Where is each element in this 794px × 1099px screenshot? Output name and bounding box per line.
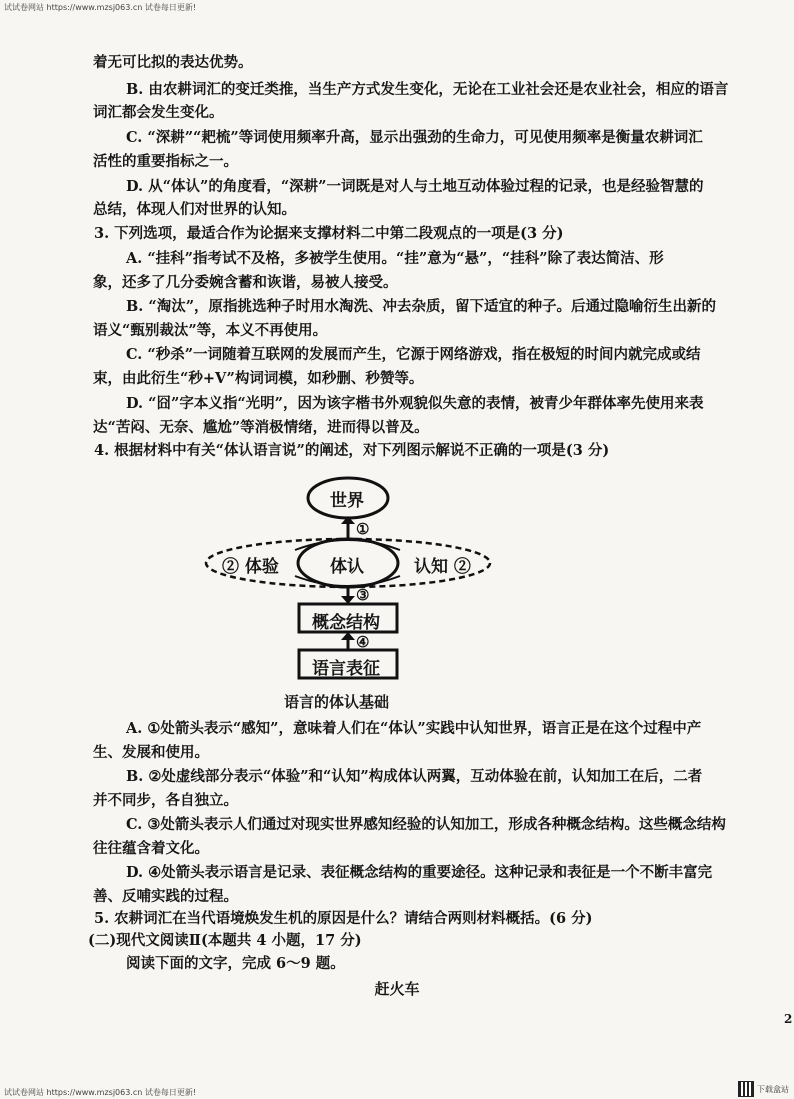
text-line: 语义“甄别裁汰”等，本义不再使用。 (93, 322, 328, 339)
embodiment-diagram (200, 470, 510, 720)
language-label: 语言表征 (312, 659, 380, 679)
text-line: 并不同步，各自独立。 (93, 792, 238, 809)
option-3d: D. “囧”字本义指“光明”，因为该字楷书外观貌似失意的表情，被青少年群体率先使用来表 (126, 395, 704, 412)
option-4b: B. ②处虚线部分表示“体验”和“认知”构成体认两翼，互动体验在前，认知加工在后，二者 (126, 768, 703, 785)
right-wing-label: 认知 ② (414, 557, 471, 577)
text-line: 达“苦闷、无奈、尴尬”等消极情绪，进而得以普及。 (93, 419, 429, 436)
page-header: 试试卷网站 https://www.mzsj063.cn 试卷每日更新! (4, 3, 197, 12)
page-number: 2 (784, 1012, 793, 1026)
brand-label: 下载盒站 (757, 1084, 789, 1094)
center-label: 体认 (330, 557, 364, 577)
text-line: 生、发展和使用。 (93, 744, 209, 761)
text-line: D. 从“体认”的角度看，“深耕”一词既是对人与土地互动体验过程的记录，也是经验智慧的 (126, 178, 704, 195)
text-line: C. “深耕”“耙梳”等词使用频率升高，显示出强劲的生命力，可见使用频率是衡量农耕词汇 (126, 129, 703, 146)
question-5: 5. 农耕词汇在当代语境焕发生机的原因是什么？请结合两则材料概括。(6 分) (94, 910, 593, 927)
arrow-3-label: ③ (356, 586, 370, 604)
text-line: 词汇都会发生变化。 (93, 104, 224, 121)
section-heading: (二)现代文阅读Ⅱ(本题共 4 小题，17 分) (88, 932, 362, 949)
option-3c: C. “秒杀”一词随着互联网的发展而产生，它源于网络游戏，指在极短的时间内就完成或结 (126, 346, 701, 363)
text-line: 着无可比拟的表达优势。 (93, 54, 253, 71)
left-wing-label: ② 体验 (222, 557, 279, 577)
arrow-4-label: ④ (356, 633, 370, 651)
text-line: 活性的重要指标之一。 (93, 153, 238, 170)
page-footer: 试试卷网站 https://www.mzsj063.cn 试卷每日更新! (4, 1088, 197, 1097)
text-line: 总结，体现人们对世界的认知。 (93, 201, 296, 218)
text-line: B. 由农耕词汇的变迁类推，当生产方式发生变化，无论在工业社会还是农业社会，相应的语言 (126, 81, 729, 98)
option-4c: C. ③处箭头表示人们通过对现实世界感知经验的认知加工，形成各种概念结构。这些概念结构 (126, 816, 726, 833)
diagram-caption: 语言的体认基础 (284, 693, 390, 711)
text-line: 善、反哺实践的过程。 (93, 888, 238, 905)
brand-mark (738, 1081, 789, 1097)
option-4d: D. ④处箭头表示语言是记录、表征概念结构的重要途径。这种记录和表征是一个不断丰富完 (126, 864, 713, 881)
story-title: 赶火车 (374, 980, 420, 998)
option-3b: B. “淘汰”，原指挑选种子时用水淘洗、冲去杂质，留下适宜的种子。后通过隐喻衍生出新的 (126, 298, 717, 315)
world-label: 世界 (330, 491, 364, 511)
arrow-1-label: ① (356, 520, 370, 538)
option-4a: A. ①处箭头表示“感知”，意味着人们在“体认”实践中认知世界，语言正是在这个过程中产 (126, 720, 702, 737)
text-line: 束，由此衍生“秒+V”构词词模，如秒删、秒赞等。 (93, 370, 424, 387)
question-4: 4. 根据材料中有关“体认语言说”的阐述，对下列图示解说不正确的一项是(3 分) (94, 442, 610, 459)
concept-label: 概念结构 (312, 613, 380, 633)
text-line: 象，还多了几分委婉含蓄和诙谐，易被人接受。 (93, 274, 398, 291)
instruction: 阅读下面的文字，完成 6～9 题。 (126, 955, 345, 972)
option-3a: A. “挂科”指考试不及格，多被学生使用。“挂”意为“悬”，“挂科”除了表达简洁、形 (126, 250, 664, 267)
question-3: 3. 下列选项，最适合作为论据来支撑材料二中第二段观点的一项是(3 分) (94, 225, 564, 242)
qr-code-icon (738, 1081, 754, 1097)
text-line: 往往蕴含着文化。 (93, 840, 209, 857)
